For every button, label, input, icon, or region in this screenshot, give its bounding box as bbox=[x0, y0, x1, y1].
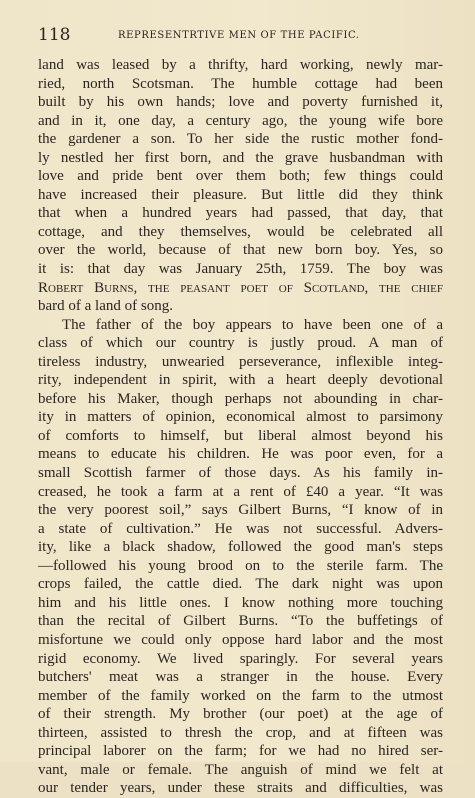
text-line: land was leased by a thrifty, hard working, newly mar- bbox=[38, 57, 443, 73]
text-line: that when a hundred years had passed, that day, that bbox=[38, 205, 443, 222]
text-line: crops failed, the cattle died. The dark night was upon bbox=[38, 576, 443, 593]
text-line: before his Maker, though perhaps not abounding in char- bbox=[38, 390, 443, 407]
text-line: the very poorest soil,” says Gilbert Burns, “I know of in bbox=[38, 502, 443, 519]
text-line: of their strength. My brother (our poet) at the age of bbox=[38, 706, 443, 723]
text-line: and in it, one day, a century ago, the young wife bore bbox=[38, 112, 443, 129]
text-line: the gardener a son. To her side the rustic mother fond- bbox=[38, 131, 443, 148]
text-line: —followed his young brood on to the sterile farm. The bbox=[38, 557, 443, 574]
text-line: ly nestled her first born, and the grave husbandman with bbox=[38, 149, 443, 166]
page-header bbox=[38, 24, 438, 46]
text-line: bard of a land of song. bbox=[38, 298, 173, 315]
text-line: rigid economy. We lived sparingly. For several years bbox=[38, 650, 443, 667]
text-line: than the recital of Gilbert Burns. “To the buffetings of bbox=[38, 613, 443, 630]
text-line: principal laborer on the farm; for we had no hired ser- bbox=[38, 743, 443, 760]
text-line: ity in matters of opinion, economical almost to parsimony bbox=[38, 409, 443, 426]
text-line: tireless industry, unwearied perseverance, inflexible integ- bbox=[38, 353, 443, 370]
text-line: small Scottish farmer of those days. As his family in- bbox=[38, 465, 443, 482]
text-line: of comforts to himself, but liberal almost beyond his bbox=[38, 427, 443, 444]
text-line: it is: that day was January 25th, 1759. The boy was bbox=[38, 261, 443, 278]
text-line: Robert Burns, the peasant poet of Scotland, the chief bbox=[38, 279, 443, 296]
running-title: REPRESENTRTIVE MEN OF THE PACIFIC. bbox=[118, 30, 360, 41]
text-line: ity, like a black shadow, followed the good man's steps bbox=[38, 539, 443, 556]
text-line: thirteen, assisted to thresh the crop, and at fifteen was bbox=[38, 724, 443, 741]
text-line: butchers' meat was a stranger in the house. Every bbox=[38, 669, 443, 686]
text-line: a state of cultivation.” He was not successful. Advers- bbox=[38, 520, 443, 537]
body-text bbox=[38, 56, 443, 798]
text-line: The father of the boy appears to have been one of a bbox=[62, 316, 443, 333]
text-line: over the world, because of that new born boy. Yes, so bbox=[38, 242, 443, 259]
text-line: misfortune we could only oppose hard labor and the most bbox=[38, 631, 443, 648]
text-line: built by his own hands; love and poverty furnished it, bbox=[38, 94, 443, 111]
text-line: rity, independent in spirit, with a heart deeply devotional bbox=[38, 372, 443, 389]
text-line: love and pride bent over them both; few things could bbox=[38, 168, 443, 185]
text-line: have increased their pleasure. But little did they think bbox=[38, 186, 443, 203]
text-line: creased, he took a farm at a rent of £40 a year. “It was bbox=[38, 483, 443, 500]
text-line: member of the family worked on the farm to the utmost bbox=[38, 687, 443, 704]
text-line: means to educate his children. He was poor even, for a bbox=[38, 446, 443, 463]
page-number: 118 bbox=[38, 25, 71, 45]
text-line: ried, north Scotsman. The humble cottage had been bbox=[38, 75, 443, 92]
text-line: class of which our country is justly proud. A man of bbox=[38, 335, 443, 352]
text-line: vant, male or female. The anguish of mind we felt at bbox=[38, 761, 443, 778]
text-line: cottage, and they themselves, would be celebrated all bbox=[38, 223, 443, 240]
text-line: him and his little ones. I know nothing more touching bbox=[38, 594, 443, 611]
text-line: our tender years, under these straits and difficulties, was bbox=[38, 780, 443, 797]
